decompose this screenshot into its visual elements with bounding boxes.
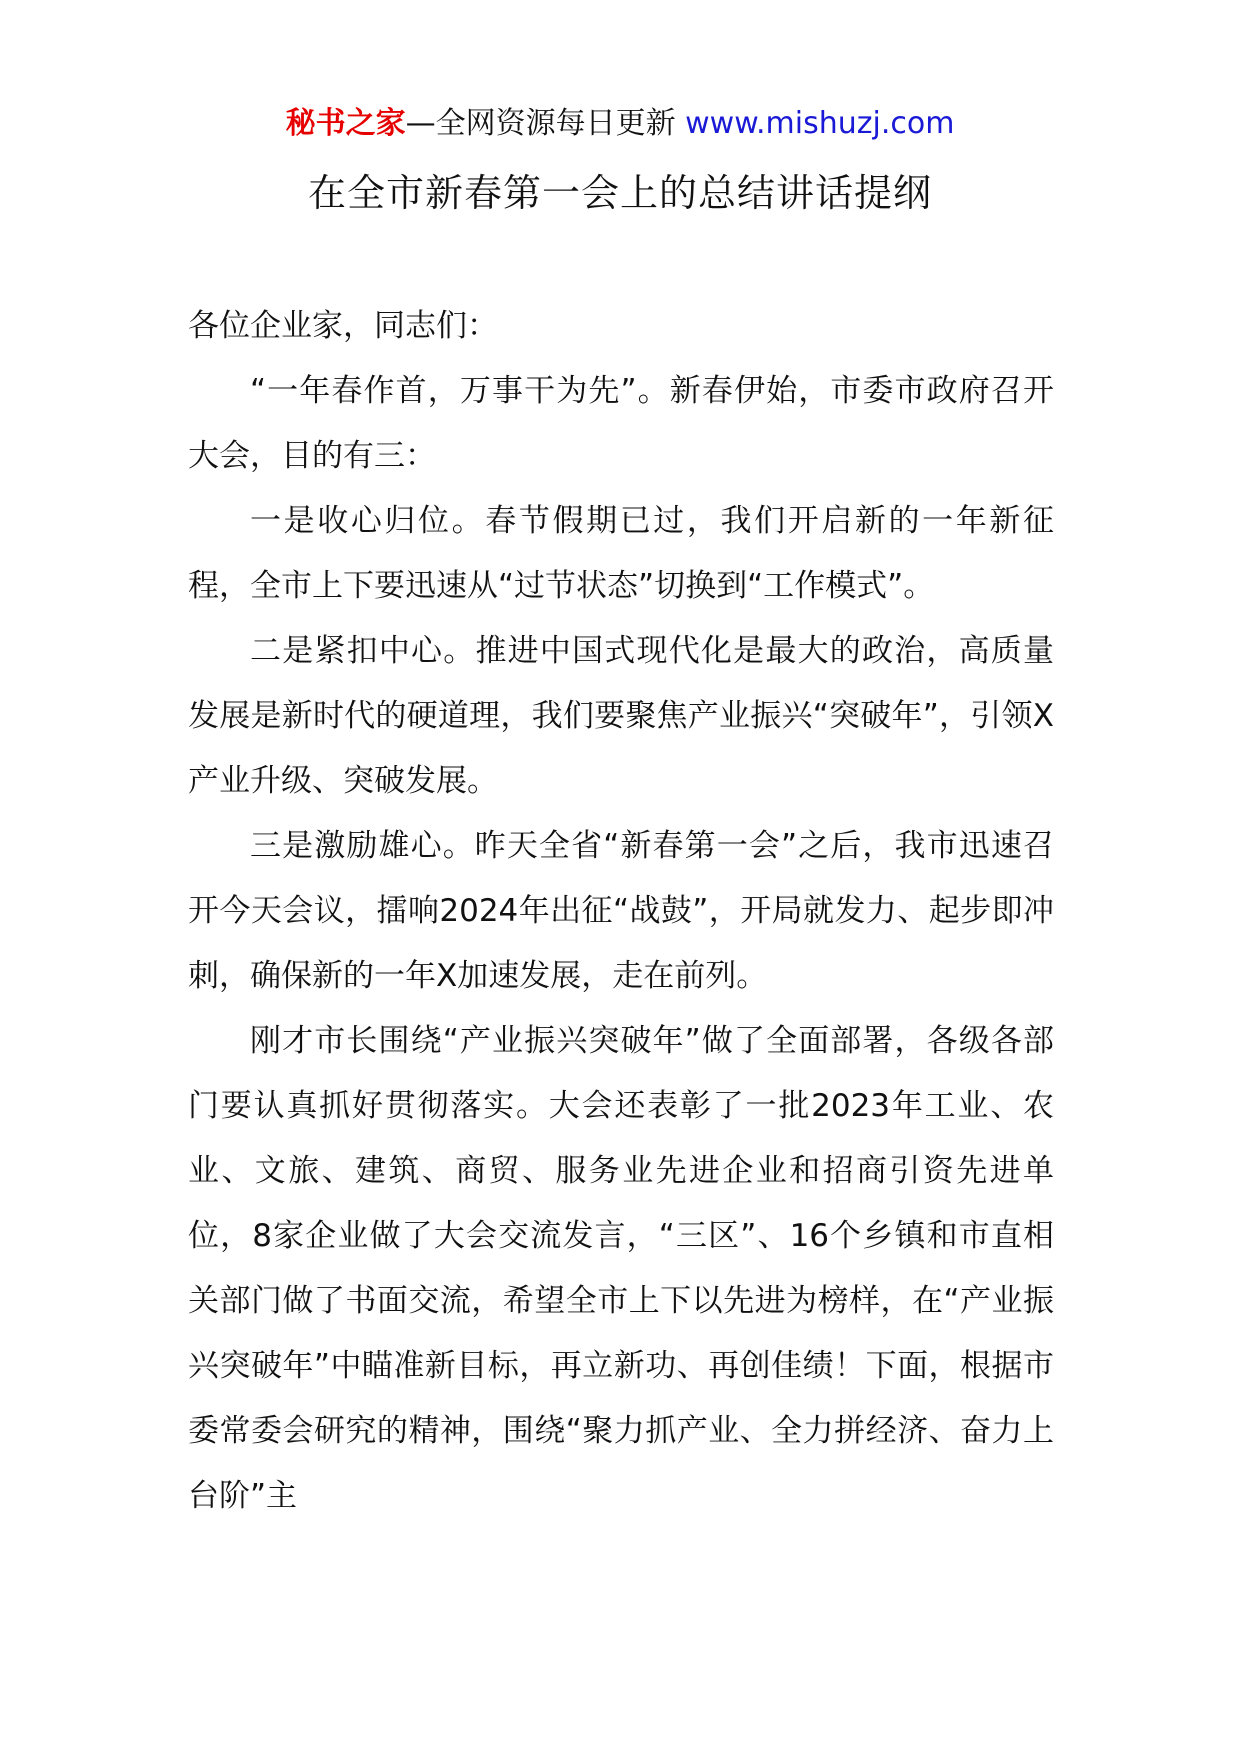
- paragraph-point-two: 二是紧扣中心。推进中国式现代化是最大的政治，高质量发展是新时代的硬道理，我们要聚焦产业振兴“突破年”，引领X产业升级、突破发展。: [188, 633, 1054, 799]
- document-title: 在全市新春第一会上的总结讲话提纲: [307, 171, 932, 215]
- paragraph-summary: 刚才市长围绕“产业振兴突破年”做了全面部署，各级各部门要认真抓好贯彻落实。大会还表彰了一批2023年工业、农业、文旅、建筑、商贸、服务业先进企业和招商引资先进单位，8家企业做了大会交流发言，“三区”、16个乡镇和市直相关部门做了书面交流，希望全市上下以先进为榜样，在“产业振兴突破年”中瞄准新目标，再立新功、再创佳绩！下面，根据市委常委会研究的精神，围绕“聚力抓产业、全力拼经济、奋力上台阶”主: [188, 1023, 1054, 1514]
- site-brand[interactable]: 秘书之家: [285, 106, 406, 141]
- paragraph-point-three: 三是激励雄心。昨天全省“新春第一会”之后，我市迅速召开今天会议，擂响2024年出征“战鼓”，开局就发力、起步即冲刺，确保新的一年X加速发展，走在前列。: [188, 828, 1054, 994]
- site-url-link[interactable]: www.mishuzj.com: [685, 106, 955, 141]
- paragraph-point-one: 一是收心归位。春节假期已过，我们开启新的一年新征程，全市上下要迅速从“过节状态”切换到“工作模式”。: [188, 503, 1054, 604]
- site-header: [0, 102, 1240, 146]
- paragraph-intro: “一年春作首，万事干为先”。新春伊始，市委市政府召开大会，目的有三：: [188, 373, 1054, 474]
- document-body: [188, 294, 1054, 1529]
- site-tagline: —全网资源每日更新: [405, 106, 676, 141]
- salutation: 各位企业家，同志们：: [188, 308, 498, 344]
